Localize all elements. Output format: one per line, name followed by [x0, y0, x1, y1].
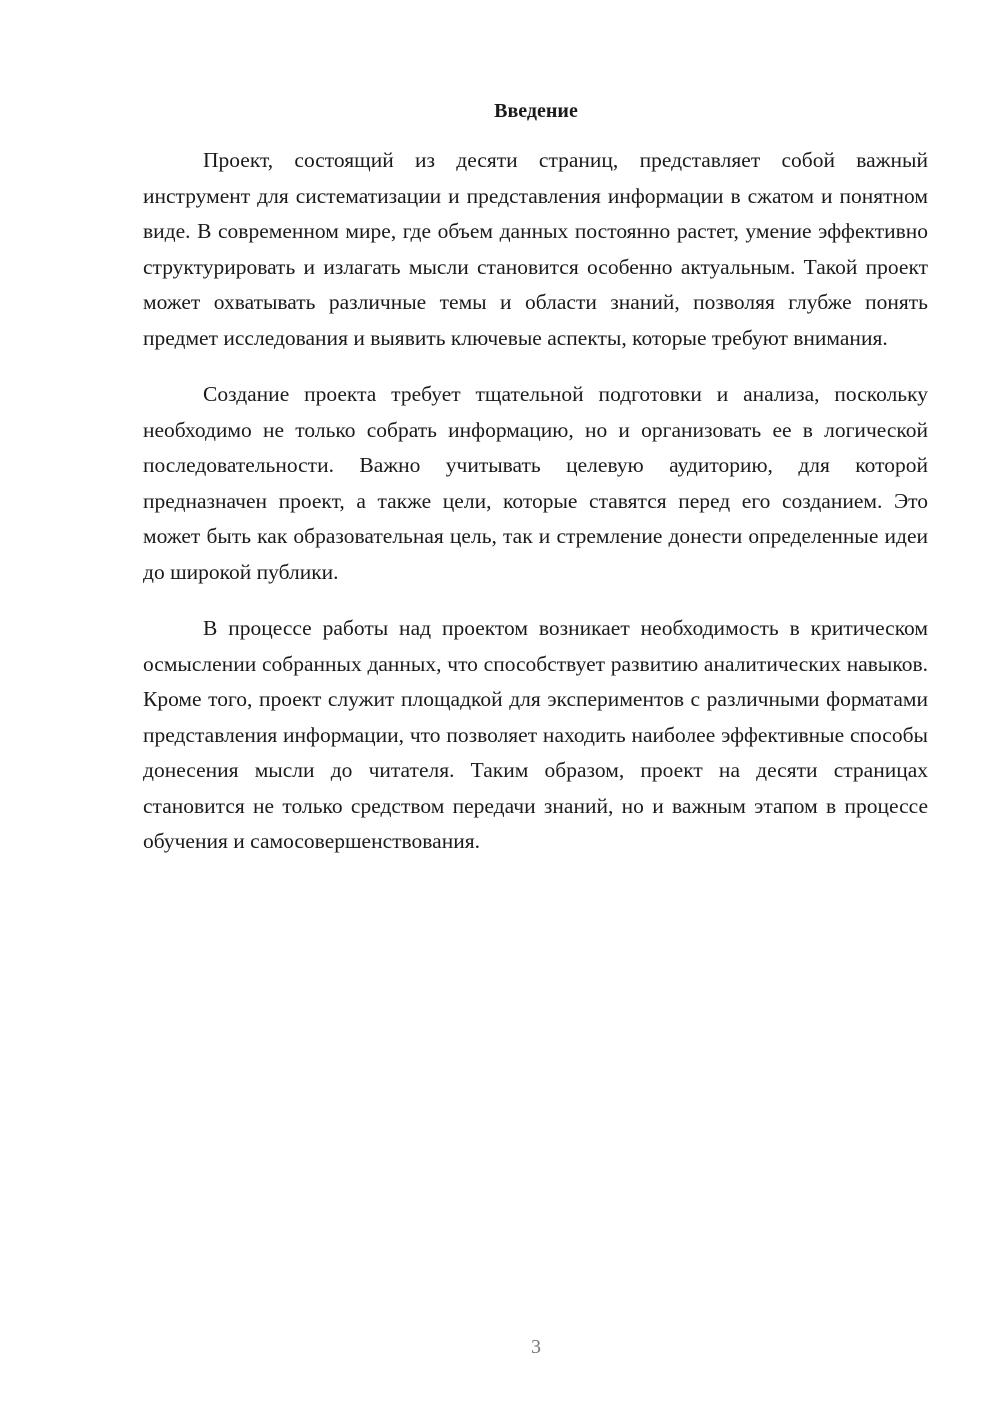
paragraph-2: Создание проекта требует тщательной подготовки и анализа, поскольку необходимо не только собрать информацию, но и организовать ее в логической последовательности. Важно учитывать целевую аудиторию, для которой предназначен проект, а также цели, которые ставятся перед его созданием. Это может быть как образовательная цель, так и стремление донести определенные идеи до широкой публики. [143, 382, 928, 584]
body-text [143, 143, 928, 881]
page-number: 3 [531, 1336, 541, 1358]
section-heading: Введение [494, 100, 578, 122]
paragraph-1: Проект, состоящий из десяти страниц, представляет собой важный инструмент для систематизации и представления информации в сжатом и понятном виде. В современном мире, где объем данных постоянно растет, умение эффективно структурировать и излагать мысли становится особенно актуальным. Такой проект может охватывать различные темы и области знаний, позволяя глубже понять предмет исследования и выявить ключевые аспекты, которые требуют внимания. [143, 148, 928, 350]
paragraph-3: В процессе работы над проектом возникает необходимость в критическом осмыслении собранных данных, что способствует развитию аналитических навыков. Кроме того, проект служит площадкой для экспериментов с различными форматами представления информации, что позволяет находить наиболее эффективные способы донесения мысли до читателя. Таким образом, проект на десяти страницах становится не только средством передачи знаний, но и важным этапом в процессе обучения и самосовершенствования. [143, 616, 928, 853]
